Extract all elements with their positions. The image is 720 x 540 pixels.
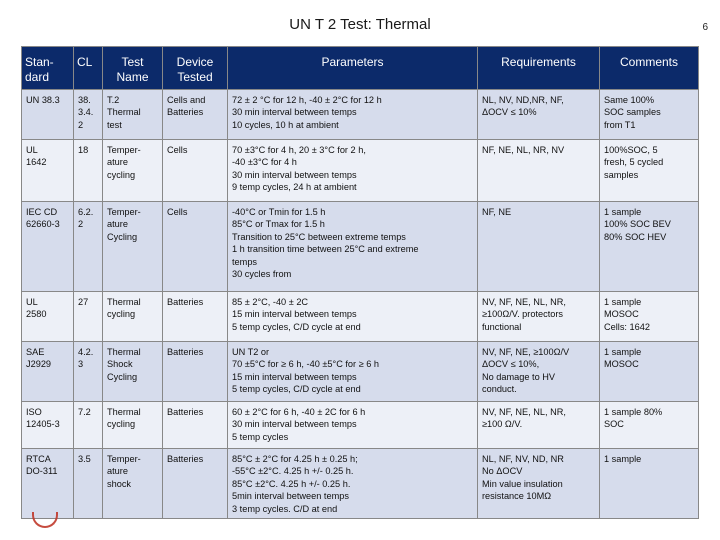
cell-parameters: 60 ± 2°C for 6 h, -40 ± 2C for 6 h 30 min interval between temps 5 temp cycles (228, 402, 478, 449)
cell-standard: ISO 12405-3 (22, 402, 74, 449)
cell-device: Cells (163, 202, 228, 292)
cell-requirements: NV, NF, NE, NL, NR, ≥100Ω/V. protectors functional (478, 292, 600, 342)
cell-standard: RTCA DO-311 (22, 449, 74, 519)
table-row (22, 140, 699, 202)
cell-test-name: Temper- ature Cycling (103, 202, 163, 292)
cell-parameters: 72 ± 2 °C for 12 h, -40 ± 2°C for 12 h 30 min interval between temps 10 cycles, 10 h at ambient (228, 90, 478, 140)
cell-requirements: NL, NF, NV, ND, NR No ΔOCV Min value insulation resistance 10MΩ (478, 449, 600, 519)
cell-test-name: Thermal cycling (103, 402, 163, 449)
header-comments: Comments (600, 47, 699, 90)
cell-cl: 18 (74, 140, 103, 202)
logo-fragment-icon (32, 512, 58, 528)
table-row (22, 449, 699, 519)
cell-requirements: NF, NE (478, 202, 600, 292)
cell-parameters: 85°C ± 2°C for 4.25 h ± 0.25 h; -55°C ±2°C. 4.25 h +/- 0.25 h. 85°C ±2°C. 4.25 h +/- 0.25 h. 5min interval between temps 3 temp cycles. C/D at end (228, 449, 478, 519)
table-body (22, 90, 699, 519)
thermal-test-table (21, 46, 699, 519)
header-device-tested: Device Tested (163, 47, 228, 90)
page-title: UN T 2 Test: Thermal (289, 16, 431, 33)
cell-test-name: Thermal cycling (103, 292, 163, 342)
cell-comments: 1 sample 80% SOC (600, 402, 699, 449)
page-number: 6 (702, 22, 708, 33)
cell-cl: 7.2 (74, 402, 103, 449)
cell-device: Cells and Batteries (163, 90, 228, 140)
table-row (22, 90, 699, 140)
cell-test-name: Temper- ature cycling (103, 140, 163, 202)
cell-test-name: T.2 Thermal test (103, 90, 163, 140)
table-row (22, 342, 699, 402)
cell-device: Cells (163, 140, 228, 202)
cell-device: Batteries (163, 402, 228, 449)
cell-test-name: Thermal Shock Cycling (103, 342, 163, 402)
cell-comments: 1 sample MOSOC (600, 342, 699, 402)
header-cl: CL (74, 47, 103, 90)
header-requirements: Requirements (478, 47, 600, 90)
cell-device: Batteries (163, 342, 228, 402)
header-test-name: Test Name (103, 47, 163, 90)
table-row (22, 402, 699, 449)
cell-standard: SAE J2929 (22, 342, 74, 402)
cell-cl: 6.2. 2 (74, 202, 103, 292)
cell-requirements: NV, NF, NE, ≥100Ω/V ΔOCV ≤ 10%, No damage to HV conduct. (478, 342, 600, 402)
cell-requirements: NF, NE, NL, NR, NV (478, 140, 600, 202)
cell-comments: Same 100% SOC samples from T1 (600, 90, 699, 140)
cell-device: Batteries (163, 449, 228, 519)
cell-comments: 1 sample MOSOC Cells: 1642 (600, 292, 699, 342)
cell-test-name: Temper- ature shock (103, 449, 163, 519)
cell-standard: UL 2580 (22, 292, 74, 342)
cell-comments: 1 sample (600, 449, 699, 519)
cell-cl: 27 (74, 292, 103, 342)
table-row (22, 202, 699, 292)
cell-standard: UL 1642 (22, 140, 74, 202)
cell-device: Batteries (163, 292, 228, 342)
cell-comments: 1 sample 100% SOC BEV 80% SOC HEV (600, 202, 699, 292)
cell-standard: UN 38.3 (22, 90, 74, 140)
cell-cl: 4.2. 3 (74, 342, 103, 402)
cell-parameters: -40°C or Tmin for 1.5 h 85°C or Tmax for 1.5 h Transition to 25°C between extreme temps 1 h transition time between 25°C and extreme temps 30 cycles from (228, 202, 478, 292)
cell-standard: IEC CD 62660-3 (22, 202, 74, 292)
cell-parameters: UN T2 or 70 ±5°C for ≥ 6 h, -40 ±5°C for ≥ 6 h 15 min interval between temps 5 temp cycles, C/D cycle at end (228, 342, 478, 402)
cell-parameters: 85 ± 2°C, -40 ± 2C 15 min interval between temps 5 temp cycles, C/D cycle at end (228, 292, 478, 342)
cell-comments: 100%SOC, 5 fresh, 5 cycled samples (600, 140, 699, 202)
header-standard: Stan- dard (22, 47, 74, 90)
table-header-row (22, 47, 699, 90)
cell-requirements: NL, NV, ND,NR, NF, ΔOCV ≤ 10% (478, 90, 600, 140)
cell-cl: 38. 3.4. 2 (74, 90, 103, 140)
cell-parameters: 70 ±3°C for 4 h, 20 ± 3°C for 2 h, -40 ±3°C for 4 h 30 min interval between temps 9 temp cycles, 24 h at ambient (228, 140, 478, 202)
cell-cl: 3.5 (74, 449, 103, 519)
header-parameters: Parameters (228, 47, 478, 90)
cell-requirements: NV, NF, NE, NL, NR, ≥100 Ω/V. (478, 402, 600, 449)
table-row (22, 292, 699, 342)
